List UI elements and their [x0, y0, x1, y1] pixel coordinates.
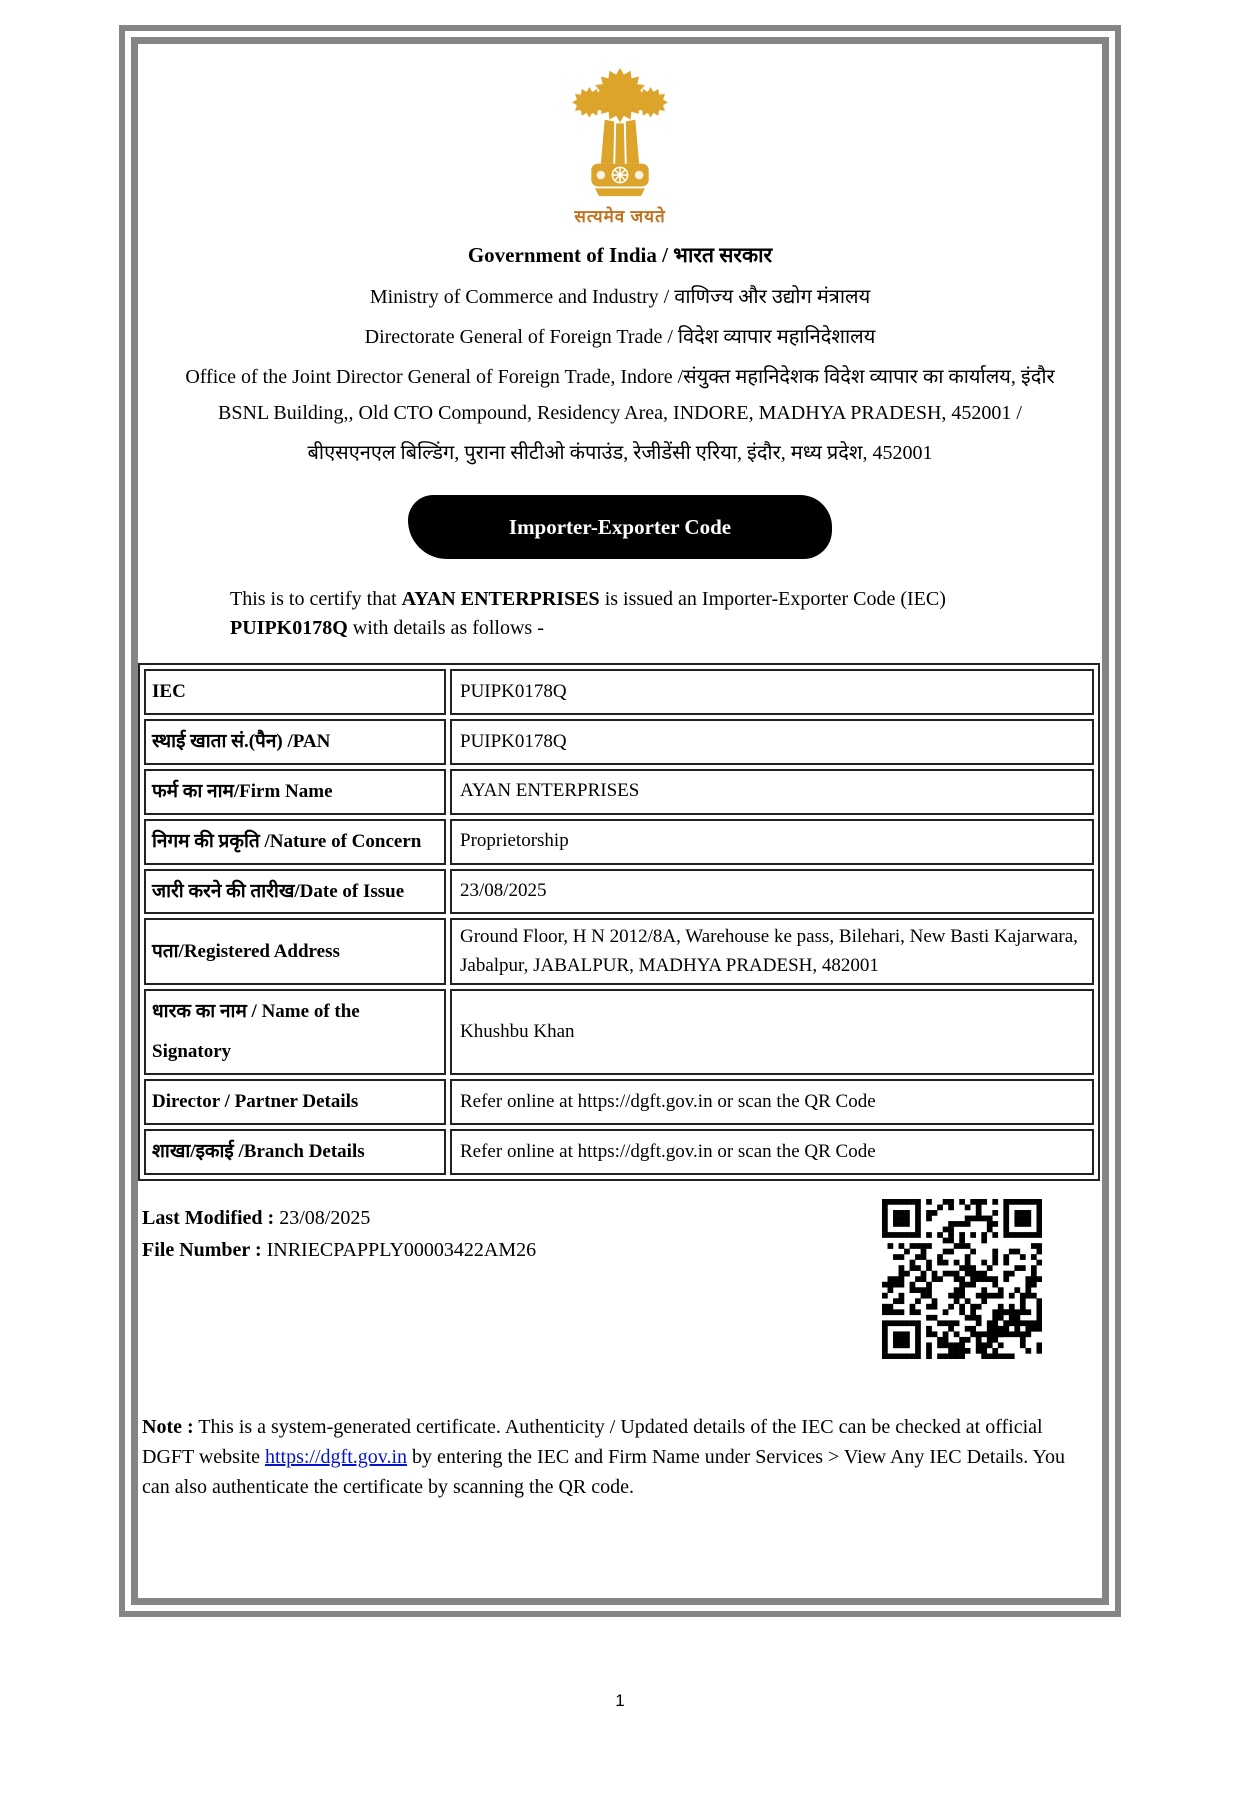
certify-text-2: is issued an Importer-Exporter Code (IEC)	[599, 588, 946, 610]
firm-name: AYAN ENTERPRISES	[401, 588, 600, 610]
row-label: जारी करने की तारीख/Date of Issue	[144, 869, 446, 915]
table-row	[144, 869, 1094, 915]
header-address-en: BSNL Building,, Old CTO Compound, Residency Area, INDORE, MADHYA PRADESH, 452001 /	[218, 402, 1022, 424]
table-row	[144, 1129, 1094, 1175]
row-label: शाखा/इकाई /Branch Details	[144, 1129, 446, 1175]
file-number-value: INRIECPAPPLY00003422AM26	[266, 1239, 537, 1262]
row-label: निगम की प्रकृति /Nature of Concern	[144, 819, 446, 865]
row-label: स्थाई खाता सं.(पैन) /PAN	[144, 719, 446, 765]
row-value: Ground Floor, H N 2012/8A, Warehouse ke pass, Bilehari, New Basti Kajarwara, Jabalpur, JABALPUR, MADHYA PRADESH, 482001	[450, 918, 1094, 985]
qr-code-icon	[882, 1199, 1042, 1359]
note-paragraph	[142, 1412, 1094, 1502]
certify-text-3: with details as follows -	[347, 617, 544, 639]
page-number: 1	[615, 1691, 625, 1710]
row-value: PUIPK0178Q	[450, 669, 1094, 715]
row-label: Director / Partner Details	[144, 1079, 446, 1125]
file-number-label: File Number :	[142, 1239, 262, 1262]
header-office: Office of the Joint Director General of Foreign Trade, Indore /संयुक्त महानिदेशक विदेश व्यापार का कार्यालय, इंदौर	[185, 366, 1055, 388]
importer-exporter-code-badge: Importer-Exporter Code	[408, 495, 832, 559]
row-value: Khushbu Khan	[450, 989, 1094, 1075]
meta-section	[138, 1207, 1102, 1502]
note-text-2: by entering the IEC and Firm Name under Services > View Any IEC Details. You can also authenticate the certificate by scanning the QR code.	[142, 1446, 1065, 1499]
last-modified-label: Last Modified :	[142, 1207, 275, 1230]
certificate-page-inner-border	[131, 37, 1109, 1605]
row-value: AYAN ENTERPRISES	[450, 769, 1094, 815]
row-value: 23/08/2025	[450, 869, 1094, 915]
dgft-website-link[interactable]: https://dgft.gov.in	[264, 1446, 408, 1469]
row-value: Refer online at https://dgft.gov.in or scan the QR Code	[450, 1079, 1094, 1125]
table-row	[144, 1079, 1094, 1125]
table-row	[144, 669, 1094, 715]
iec-number: PUIPK0178Q	[230, 617, 348, 639]
row-label: IEC	[144, 669, 446, 715]
details-table	[138, 663, 1100, 1181]
certify-paragraph	[230, 585, 996, 643]
table-row	[144, 719, 1094, 765]
table-row	[144, 769, 1094, 815]
row-label: पता/Registered Address	[144, 918, 446, 985]
note-text-1: This is a system-generated certificate. Authenticity / Updated details of the IEC can be checked at official DGFT website	[142, 1416, 1043, 1469]
india-national-emblem-icon	[572, 66, 668, 198]
header-government: Government of India / भारत सरकार	[467, 243, 773, 267]
row-label: धारक का नाम / Name of the Signatory	[144, 989, 446, 1075]
row-value: Proprietorship	[450, 819, 1094, 865]
certify-text-1: This is to certify that	[230, 588, 402, 610]
table-row	[144, 819, 1094, 865]
certificate-page	[119, 25, 1121, 1617]
last-modified-value: 23/08/2025	[279, 1207, 371, 1230]
row-value: PUIPK0178Q	[450, 719, 1094, 765]
emblem-block	[138, 66, 1102, 227]
row-label: फर्म का नाम/Firm Name	[144, 769, 446, 815]
emblem-motto: सत्यमेव जयते	[574, 207, 666, 226]
header-directorate: Directorate General of Foreign Trade / विदेश व्यापार महानिदेशालय	[364, 326, 876, 348]
table-row	[144, 989, 1094, 1075]
table-row	[144, 918, 1094, 985]
header-ministry: Ministry of Commerce and Industry / वाणिज्य और उद्योग मंत्रालय	[369, 286, 871, 308]
note-label: Note :	[142, 1416, 194, 1439]
row-value: Refer online at https://dgft.gov.in or scan the QR Code	[450, 1129, 1094, 1175]
header-address-hi: बीएसएनएल बिल्डिंग, पुराना सीटीओ कंपाउंड, रेजीडेंसी एरिया, इंदौर, मध्य प्रदेश, 452001	[307, 442, 933, 464]
